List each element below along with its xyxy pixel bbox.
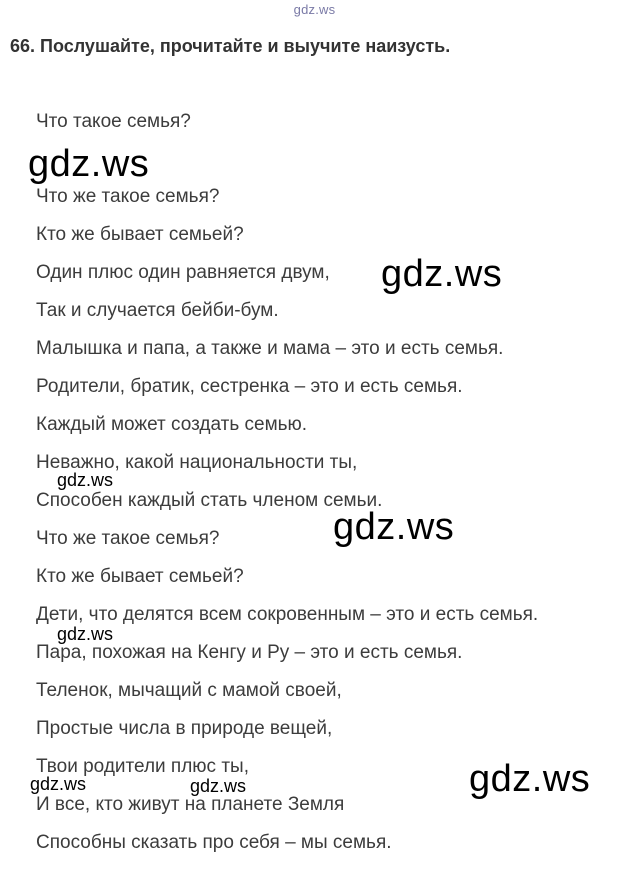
poem-line: Твои родители плюс ты, <box>36 756 249 777</box>
poem-line: Что же такое семья? <box>36 528 220 549</box>
poem-line: Способны сказать про себя – мы семья. <box>36 832 392 853</box>
poem-line: И все, кто живут на планете Земля <box>36 794 345 815</box>
poem-line: Малышка и папа, а также и мама – это и есть семья. <box>36 338 504 359</box>
watermark: gdz.ws <box>28 143 150 185</box>
poem-line: Каждый может создать семью. <box>36 414 308 435</box>
poem-line: Неважно, какой национальности ты, <box>36 452 358 473</box>
header-watermark: gdz.ws <box>293 2 336 17</box>
watermark: gdz.ws <box>190 776 247 796</box>
watermark: gdz.ws <box>30 774 87 794</box>
poem-line: Кто же бывает семьей? <box>36 566 244 587</box>
poem-line: Что же такое семья? <box>36 186 220 207</box>
task-title: 66. Послушайте, прочитайте и выучите наизусть. <box>10 36 451 56</box>
watermark: gdz.ws <box>333 506 455 548</box>
poem-line: Способен каждый стать членом семьи. <box>36 490 383 511</box>
watermark: gdz.ws <box>469 758 591 800</box>
poem-line: Так и случается бейби-бум. <box>36 300 279 321</box>
poem-line: Что такое семья? <box>36 111 191 132</box>
poem-line: Кто же бывает семьей? <box>36 224 244 245</box>
poem-line: Родители, братик, сестренка – это и есть семья. <box>36 376 463 397</box>
poem-line: Теленок, мычащий с мамой своей, <box>36 680 342 701</box>
poem-line: Один плюс один равняется двум, <box>36 262 330 283</box>
poem-line: Простые числа в природе вещей, <box>36 718 333 739</box>
watermark: gdz.ws <box>57 470 114 490</box>
watermark: gdz.ws <box>381 253 503 295</box>
poem-line: Дети, что делятся всем сокровенным – это и есть семья. <box>36 604 539 625</box>
watermark: gdz.ws <box>57 624 114 644</box>
poem-line: Пара, похожая на Кенгу и Ру – это и есть семья. <box>36 642 463 663</box>
